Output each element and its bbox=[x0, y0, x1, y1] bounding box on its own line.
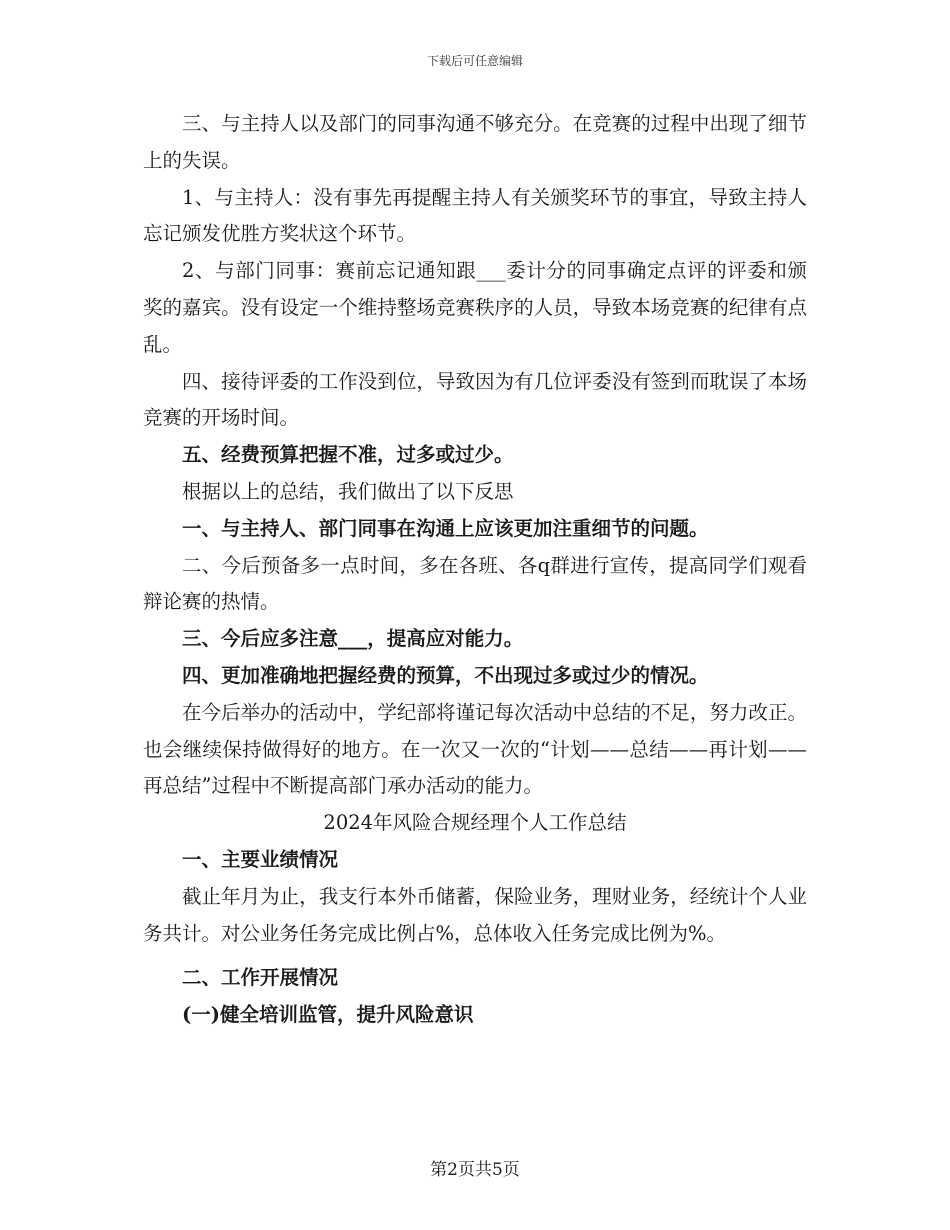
paragraph: 2、与部门同事：赛前忘记通知跟___委计分的同事确定点评的评委和颁奖的嘉宾。没有设定一个维持整场竞赛秩序的人员，导致本场竞赛的纪律有点乱。 bbox=[143, 259, 807, 356]
section-heading: 一、主要业绩情况 bbox=[182, 847, 339, 871]
document-body bbox=[143, 106, 807, 1034]
page-header-note: 下载后可任意编辑 bbox=[426, 54, 523, 68]
paragraph: 1、与主持人：没有事先再提醒主持人有关颁奖环节的事宜，导致主持人忘记颁发优胜方奖状这个环节。 bbox=[143, 185, 807, 246]
paragraph: 在今后举办的活动中，学纪部将谨记每次活动中总结的不足，努力改正。也会继续保持做得好的地方。在一次又一次的“计划——总结——再计划——再总结”过程中不断提高部门承办活动的能力。 bbox=[143, 700, 807, 798]
paragraph: 根据以上的总结，我们做出了以下反思 bbox=[182, 479, 514, 503]
subsection-heading: (一)健全培训监管，提升风险意识 bbox=[182, 1003, 474, 1027]
bold-paragraph: 五、经费预算把握不准，过多或过少。 bbox=[182, 443, 514, 467]
paragraph: 截止年月为止，我支行本外币储蓄，保险业务，理财业务，经统计个人业务共计。对公业务任务完成比例占%，总体收入任务完成比例为%。 bbox=[143, 884, 807, 945]
paragraph: 二、今后预备多一点时间，多在各班、各q群进行宣传，提高同学们观看辩论赛的热情。 bbox=[143, 553, 807, 614]
section-heading: 二、工作开展情况 bbox=[182, 966, 339, 990]
paragraph: 三、与主持人以及部门的同事沟通不够充分。在竞赛的过程中出现了细节上的失误。 bbox=[143, 112, 807, 172]
section-title: 2024年风险合规经理个人工作总结 bbox=[323, 811, 627, 835]
bold-paragraph: 一、与主持人、部门同事在沟通上应该更加注重细节的问题。 bbox=[182, 516, 709, 540]
bold-paragraph: 三、今后应多注意___，提高应对能力。 bbox=[182, 627, 524, 651]
page-number: 第2页共5页 bbox=[430, 1160, 520, 1180]
bold-paragraph: 四、更加准确地把握经费的预算，不出现过多或过少的情况。 bbox=[182, 663, 709, 687]
paragraph: 四、接待评委的工作没到位，导致因为有几位评委没有签到而耽误了本场竞赛的开场时间。 bbox=[143, 369, 807, 430]
